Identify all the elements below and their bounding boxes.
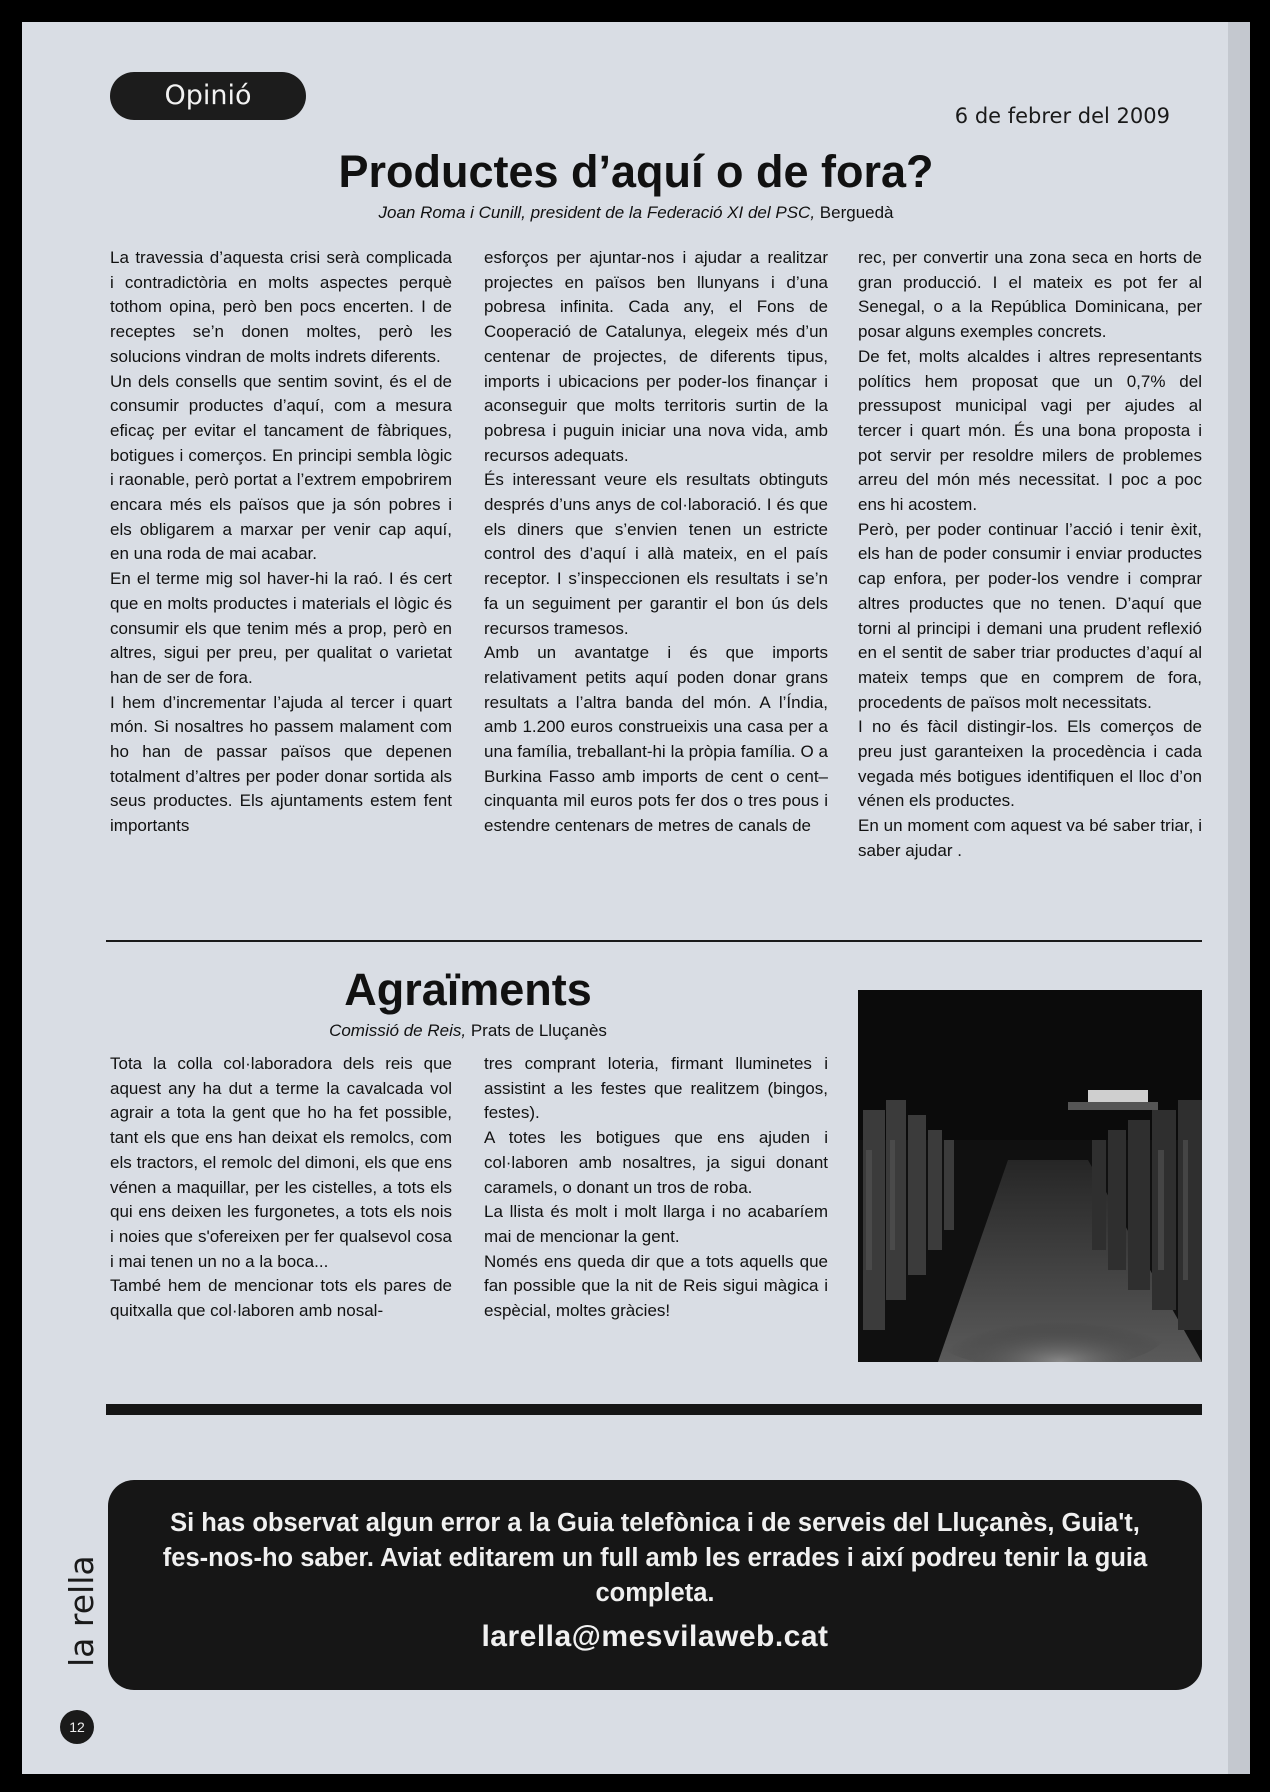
paragraph: En el terme mig sol haver-hi la raó. I és cert que en molts productes i materials el lògic és consumir els que tenim més a prop, però en altres, sigui per preu, per qualitat o varietat han de ser de fora. (110, 569, 452, 687)
masthead-text: la rella (62, 1555, 101, 1667)
article-byline (22, 203, 1250, 223)
paragraph: I no és fàcil distingir-los. Els comerços de preu just garanteixen la procedència i cada vegada més botigues identifiquen el lloc d’on vénen els productes. (858, 717, 1202, 811)
byline-author: Joan Roma i Cunill, president de la Federació XI del PSC, (378, 203, 816, 222)
paragraph: Un dels consells que sentim sovint, és el de consumir productes d’aquí, com a mesura eficaç per evitar el tancament de fàbriques, botigues i comerços. En principi sembla lògic i raonable, però portat a l’extrem empobrirem encara més els països que ja són pobres i els obligarem a marxar per venir cap aquí, en una roda de mai acabar. (110, 371, 452, 564)
paragraph: Tota la colla col·laboradora dels reis que aquest any ha dut a terme la cavalcada vol agrair a tota la gent que ho ha fet possible, tant els que ens han deixat els remolcs, com els tractors, el remolc del dimoni, els que ens vénen a maquillar, per les cistelles, a tots els qui ens deixen les furgonetes, a tots els nois i noies que s'ofereixen per fer qualsevol cosa i mai tenen un no a la boca... (110, 1054, 452, 1271)
paragraph: I hem d’incrementar l’ajuda al tercer i quart món. Si nosaltres ho passem malament com ho han de passar països que depenen totalment d’altres per poder donar sortida als seus productes. Els ajuntaments estem fent importants (110, 692, 452, 836)
page-edge (1228, 22, 1250, 1774)
article-column-2 (484, 1052, 828, 1324)
notice-message: Si has observat algun error a la Guia telefònica i de serveis del Lluçanès, Guia't, fes-nos-ho saber. Aviat editarem un full amb les errades i així podreu tenir la guia completa. (162, 1509, 1148, 1607)
byline-place: Prats de Lluçanès (470, 1021, 607, 1040)
article-title: Productes d’aquí o de fora? (338, 146, 934, 197)
article-byline (110, 1021, 826, 1041)
paragraph: rec, per convertir una zona seca en horts de gran producció. I el mateix es pot fer al Senegal, o a la República Dominicana, per posar alguns exemples concrets. (858, 248, 1202, 342)
costume-room-photo (858, 990, 1202, 1362)
issue-date: 6 de febrer del 2009 (954, 104, 1170, 128)
paragraph: tres comprant loteria, firmant lluminetes i assistint a les festes que realitzem (bingos, festes). (484, 1054, 828, 1123)
paragraph: Però, per poder continuar l’acció i tenir èxit, els han de poder consumir i enviar productes cap enfora, per poder-los vendre i comprar altres productes que no tenen. D’aquí que torni al principi i demani una prudent reflexió en el sentit de saber triar productes d’aquí al mateix temps que en comprem de fora, procedents de països molt necessitats. (858, 519, 1202, 712)
section-label: Opinió (110, 72, 306, 120)
paragraph: La travessia d’aquesta crisi serà complicada i contradictòria en molts aspectes perquè tothom opina, però ben pocs encerten. I de receptes se’n donen moltes, però les solucions vindran de molts indrets diferents. (110, 248, 452, 366)
byline-author: Comissió de Reis, (329, 1021, 467, 1040)
article-column-2 (484, 246, 828, 839)
section-divider-thick (106, 1404, 1202, 1415)
notice-box (108, 1480, 1202, 1690)
article-column-1 (110, 1052, 452, 1324)
article-column-3 (858, 246, 1202, 864)
paragraph: La llista és molt i molt llarga i no acabaríem mai de mencionar la gent. (484, 1202, 828, 1246)
paragraph: Amb un avantatge i és que imports relativament petits aquí poden donar grans resultats a l’altra banda del món. A l’Índia, amb 1.200 euros construeixis una casa per a una família, treballant-hi la pròpia família. O a Burkina Fasso amb imports de cent o cent–cinquanta mil euros pots fer dos o tres pous i estendre centenars de metres de canals de (484, 643, 828, 836)
paragraph: També hem de mencionar tots els pares de quitxalla que col·laboren amb nosal- (110, 1276, 452, 1321)
page-number: 12 (60, 1710, 94, 1744)
paragraph: esforços per ajuntar-nos i ajudar a realitzar projectes en països ben llunyans i d’una pobresa infinita. Cada any, el Fons de Cooperació de Catalunya, elegeix més d’un centenar de projectes, de diferents tipus, imports i ubicacions per poder-los finançar i aconseguir que molts territoris surtin de la pobresa i puguin iniciar una nova vida, amb recursos adequats. (484, 248, 828, 465)
paragraph: En un moment com aquest va bé saber triar, i saber ajudar . (858, 816, 1202, 860)
article-column-1 (110, 246, 452, 839)
contact-email[interactable]: larella@mesvilaweb.cat (481, 1620, 829, 1653)
paragraph: A totes les botigues que ens ajuden i col·laboren amb nosaltres, ja sigui donant caramels, o donant un tros de roba. (484, 1128, 828, 1197)
paragraph: És interessant veure els resultats obtinguts després d’uns anys de col·laboració. I és que els diners que s’envien tenen un estricte control des d’aquí i allà mateix, en el país receptor. I s’inspeccionen els resultats i se’n fa un seguiment per garantir el bon ús dels recursos tramesos. (484, 470, 828, 638)
byline-place: Berguedà (819, 203, 894, 222)
article-title: Agraïments (344, 964, 592, 1015)
newspaper-page (22, 22, 1250, 1774)
paragraph: Només ens queda dir que a tots aquells que fan possible que la nit de Reis sigui màgica i espècial, moltes gràcies! (484, 1251, 828, 1321)
section-divider (106, 940, 1202, 942)
paragraph: De fet, molts alcaldes i altres representants polítics hem proposat que un 0,7% del pressupost municipal vagi per ajudes al tercer i quart món. És una bona proposta i pot servir per resoldre milers de problemes arreu del món més necessitat. I poc a poc ens hi acostem. (858, 346, 1202, 515)
photo-image (858, 990, 1202, 1362)
